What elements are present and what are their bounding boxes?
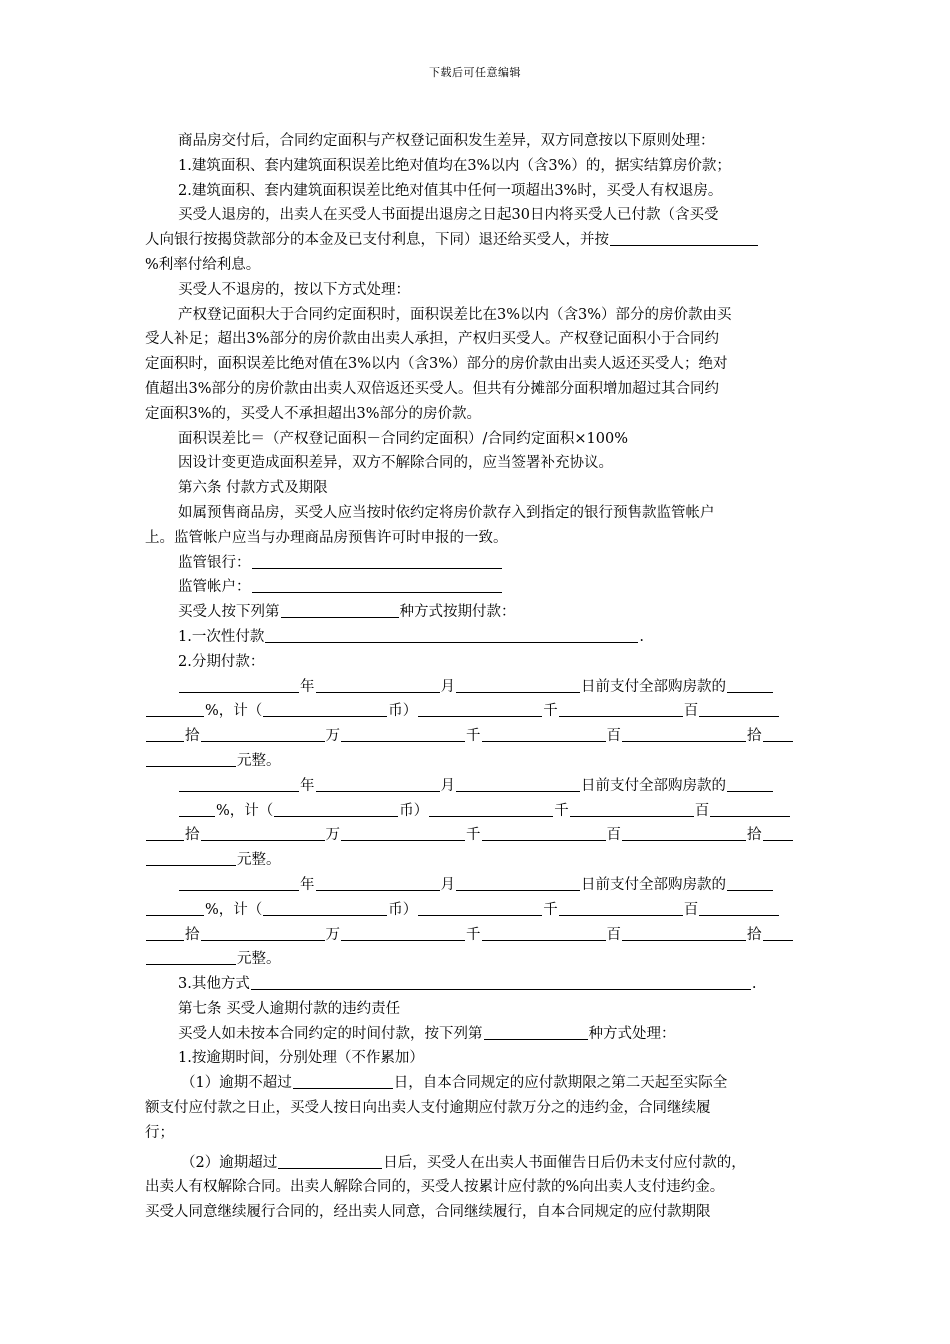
- line-text: 种方式处理：: [588, 1025, 676, 1042]
- line-text: 拾: [747, 827, 762, 844]
- paragraph-line: 额支付应付款之日止，买受人按日向出卖人支付逾期应付款万分之的违约金，合同继续履: [145, 1100, 711, 1117]
- installment-amount-line: [145, 923, 810, 948]
- installment-heading: 2.分期付款：: [178, 653, 265, 670]
- installment-amount-line: [145, 823, 810, 848]
- line-text: 元整。: [237, 752, 281, 769]
- line-text: 元整。: [237, 852, 281, 869]
- installment-date-line: [145, 873, 810, 898]
- year-blank[interactable]: [179, 676, 299, 693]
- amount-blank[interactable]: [763, 924, 793, 941]
- paragraph-line: 如属预售商品房，买受人应当按时依约定将房价款存入到指定的银行预售款监管帐户: [178, 504, 715, 521]
- payment-method-line: [145, 600, 810, 625]
- line-text: 年: [300, 777, 315, 794]
- amount-blank[interactable]: [482, 924, 606, 941]
- bank-line: [145, 551, 810, 576]
- line-text: 百: [683, 703, 699, 720]
- amount-blank[interactable]: [418, 700, 542, 717]
- line-text: 拾: [185, 926, 200, 943]
- month-blank[interactable]: [316, 874, 440, 891]
- line-text: 买受人如未按本合同约定的时间付款，按下列第: [178, 1025, 483, 1042]
- paragraph-line: 1.按逾期时间，分别处理（不作累加）: [178, 1050, 424, 1067]
- article-heading: 第六条 付款方式及期限: [178, 480, 328, 497]
- amount-blank[interactable]: [429, 800, 553, 817]
- installment-amount-line: [145, 724, 810, 749]
- installment-total-line: [145, 848, 810, 873]
- amount-blank[interactable]: [699, 899, 779, 916]
- amount-blank[interactable]: [710, 800, 790, 817]
- line-text: 月: [440, 777, 455, 794]
- line-text: 种方式按期付款：: [399, 604, 516, 621]
- amount-blank[interactable]: [146, 849, 236, 866]
- line-text: 币）: [399, 802, 429, 819]
- line-text: 日前支付全部购房款的: [581, 678, 726, 695]
- currency-blank[interactable]: [274, 800, 398, 817]
- line-text: 拾: [747, 728, 762, 745]
- line-text: 日，自本合同规定的应付款期限之第二天起至实际全: [393, 1075, 728, 1092]
- other-method-blank[interactable]: [251, 973, 751, 990]
- line-text: 千: [466, 926, 481, 943]
- paragraph-line: 买受人不退房的，按以下方式处理：: [178, 281, 410, 298]
- installment-total-line: [145, 749, 810, 774]
- line-text: .: [639, 628, 644, 645]
- line-text: 拾: [185, 827, 200, 844]
- line-text: 千: [543, 703, 558, 720]
- line-text: 万: [325, 827, 340, 844]
- line-text: 监管银行：: [178, 554, 251, 571]
- line-text: 百: [606, 827, 621, 844]
- line-text: 日前支付全部购房款的: [581, 777, 726, 794]
- line-text: 3.其他方式: [178, 976, 250, 993]
- line-text: 万: [325, 728, 340, 745]
- paragraph-line: [145, 228, 810, 253]
- amount-blank[interactable]: [763, 725, 793, 742]
- account-line: [145, 575, 810, 600]
- paragraph-line: 因设计变更造成面积差异，双方不解除合同的，应当签署补充协议。: [178, 455, 613, 472]
- interest-rate-blank[interactable]: [610, 229, 758, 246]
- day-blank[interactable]: [456, 775, 580, 792]
- amount-blank[interactable]: [559, 700, 683, 717]
- installment-amount-line: [145, 898, 810, 923]
- amount-blank[interactable]: [146, 824, 184, 841]
- installment-amount-line: [145, 699, 810, 724]
- amount-blank[interactable]: [482, 824, 606, 841]
- paragraph-line: 上。监管帐户应当与办理商品房预售许可时申报的一致。: [145, 529, 508, 546]
- line-text: 日前支付全部购房款的: [581, 876, 726, 893]
- amount-blank[interactable]: [341, 924, 465, 941]
- line-text: （1）逾期不超过: [181, 1075, 292, 1092]
- late-payment-method-line: [145, 1022, 810, 1047]
- paragraph-line: 定面积时，面积误差比绝对值在3%以内（含3%）部分的房价款由出卖人返还买受人；绝对: [145, 356, 728, 373]
- line-text: 千: [554, 802, 569, 819]
- day-blank[interactable]: [456, 676, 580, 693]
- amount-blank[interactable]: [418, 899, 542, 916]
- paragraph-line: %利率付给利息。: [145, 256, 261, 273]
- amount-blank[interactable]: [622, 924, 746, 941]
- paragraph-line: 出卖人有权解除合同。出卖人解除合同的，买受人按累计应付款的%向出卖人支付违约金。: [145, 1179, 725, 1196]
- overdue-days-blank[interactable]: [293, 1072, 393, 1089]
- page-header-note: 下载后可任意编辑: [429, 66, 521, 79]
- currency-blank[interactable]: [263, 899, 387, 916]
- installment-date-line: [145, 675, 810, 700]
- line-text: %，计（: [205, 901, 263, 918]
- supervising-bank-blank[interactable]: [252, 552, 502, 569]
- line-text: 月: [440, 678, 455, 695]
- year-blank[interactable]: [179, 874, 299, 891]
- amount-blank[interactable]: [146, 924, 184, 941]
- amount-blank[interactable]: [699, 700, 779, 717]
- amount-blank[interactable]: [201, 924, 325, 941]
- amount-blank[interactable]: [146, 750, 236, 767]
- installment-amount-line: [145, 799, 810, 824]
- amount-blank[interactable]: [622, 725, 746, 742]
- paragraph-line: 买受人退房的，出卖人在买受人书面提出退房之日起30日内将买受人已付款（含买受: [178, 207, 719, 224]
- paragraph-line: 受人补足；超出3%部分的房价款由出卖人承担，产权归买受人。产权登记面积小于合同约: [145, 331, 719, 348]
- line-text: 月: [440, 876, 455, 893]
- line-text: 千: [466, 827, 481, 844]
- paragraph-line: 1.建筑面积、套内建筑面积误差比绝对值均在3%以内（含3%）的，据实结算房价款；: [178, 157, 731, 174]
- installment-total-line: [145, 947, 810, 972]
- amount-blank[interactable]: [146, 725, 184, 742]
- payment-method-blank[interactable]: [281, 601, 399, 618]
- line-text: 人向银行按揭贷款部分的本金及已支付利息，下同）退还给买受人，并按: [145, 232, 609, 249]
- line-text: 拾: [747, 926, 762, 943]
- line-text: （2）逾期超过: [181, 1154, 278, 1171]
- line-text: 年: [300, 876, 315, 893]
- line-text: 监管帐户：: [178, 579, 251, 596]
- line-text: %，计（: [205, 703, 263, 720]
- overdue-days-line: [145, 1151, 810, 1176]
- paragraph-line: 商品房交付后，合同约定面积与产权登记面积发生差异，双方同意按以下原则处理：: [178, 133, 715, 149]
- overdue-days-blank[interactable]: [278, 1152, 382, 1169]
- percent-blank[interactable]: [727, 775, 773, 792]
- year-blank[interactable]: [179, 775, 299, 792]
- line-text: 百: [606, 728, 621, 745]
- amount-blank[interactable]: [341, 725, 465, 742]
- line-text: 年: [300, 678, 315, 695]
- lump-sum-line: [145, 625, 810, 650]
- percent-blank[interactable]: [727, 676, 773, 693]
- line-text: 币）: [388, 901, 418, 918]
- amount-blank[interactable]: [201, 824, 325, 841]
- amount-blank[interactable]: [570, 800, 694, 817]
- supervising-account-blank[interactable]: [252, 576, 502, 593]
- line-text: 千: [466, 728, 481, 745]
- amount-blank[interactable]: [559, 899, 683, 916]
- month-blank[interactable]: [316, 676, 440, 693]
- installment-date-line: [145, 774, 810, 799]
- line-text: 日后，买受人在出卖人书面催告日后仍未支付应付款的，: [383, 1154, 746, 1171]
- paragraph-line: 买受人同意继续履行合同的，经出卖人同意，合同继续履行，自本合同规定的应付款期限: [145, 1204, 711, 1221]
- line-text: 买受人按下列第: [178, 604, 280, 621]
- line-text: 元整。: [237, 951, 281, 968]
- paragraph-line: 值超出3%部分的房价款由出卖人双倍返还买受人。但共有分摊部分面积增加超过其合同约: [145, 380, 719, 397]
- percent-blank[interactable]: [179, 800, 215, 817]
- line-text: 千: [543, 901, 558, 918]
- line-text: 百: [683, 901, 699, 918]
- percent-blank[interactable]: [146, 899, 204, 916]
- line-text: .: [751, 976, 757, 993]
- currency-blank[interactable]: [263, 700, 387, 717]
- amount-blank[interactable]: [622, 824, 746, 841]
- line-text: 百: [606, 926, 621, 943]
- amount-blank[interactable]: [201, 725, 325, 742]
- paragraph-line: 定面积3%的，买受人不承担超出3%部分的房价款。: [145, 405, 482, 422]
- line-text: 币）: [388, 703, 418, 720]
- overdue-days-line: [145, 1071, 810, 1096]
- article-heading: 第七条 买受人逾期付款的违约责任: [178, 1000, 401, 1017]
- line-text: %，计（: [216, 802, 274, 819]
- percent-blank[interactable]: [146, 700, 204, 717]
- month-blank[interactable]: [316, 775, 440, 792]
- percent-blank[interactable]: [727, 874, 773, 891]
- line-text: 拾: [185, 728, 200, 745]
- paragraph-line: 产权登记面积大于合同约定面积时，面积误差比在3%以内（含3%）部分的房价款由买: [178, 306, 732, 323]
- late-method-blank[interactable]: [484, 1023, 588, 1040]
- amount-blank[interactable]: [482, 725, 606, 742]
- lump-sum-blank[interactable]: [265, 626, 638, 643]
- paragraph-line: 2.建筑面积、套内建筑面积误差比绝对值其中任何一项超出3%时，买受人有权退房。: [178, 182, 723, 199]
- line-text: 万: [325, 926, 340, 943]
- day-blank[interactable]: [456, 874, 580, 891]
- other-method-line: [145, 972, 810, 997]
- contract-body: [145, 129, 810, 1225]
- formula-line: 面积误差比＝（产权登记面积－合同约定面积）/合同约定面积×100%: [178, 430, 628, 447]
- amount-blank[interactable]: [146, 948, 236, 965]
- line-text: 百: [694, 802, 710, 819]
- paragraph-line: 行；: [145, 1124, 174, 1141]
- amount-blank[interactable]: [341, 824, 465, 841]
- amount-blank[interactable]: [763, 824, 793, 841]
- line-text: 1.一次性付款: [178, 628, 265, 645]
